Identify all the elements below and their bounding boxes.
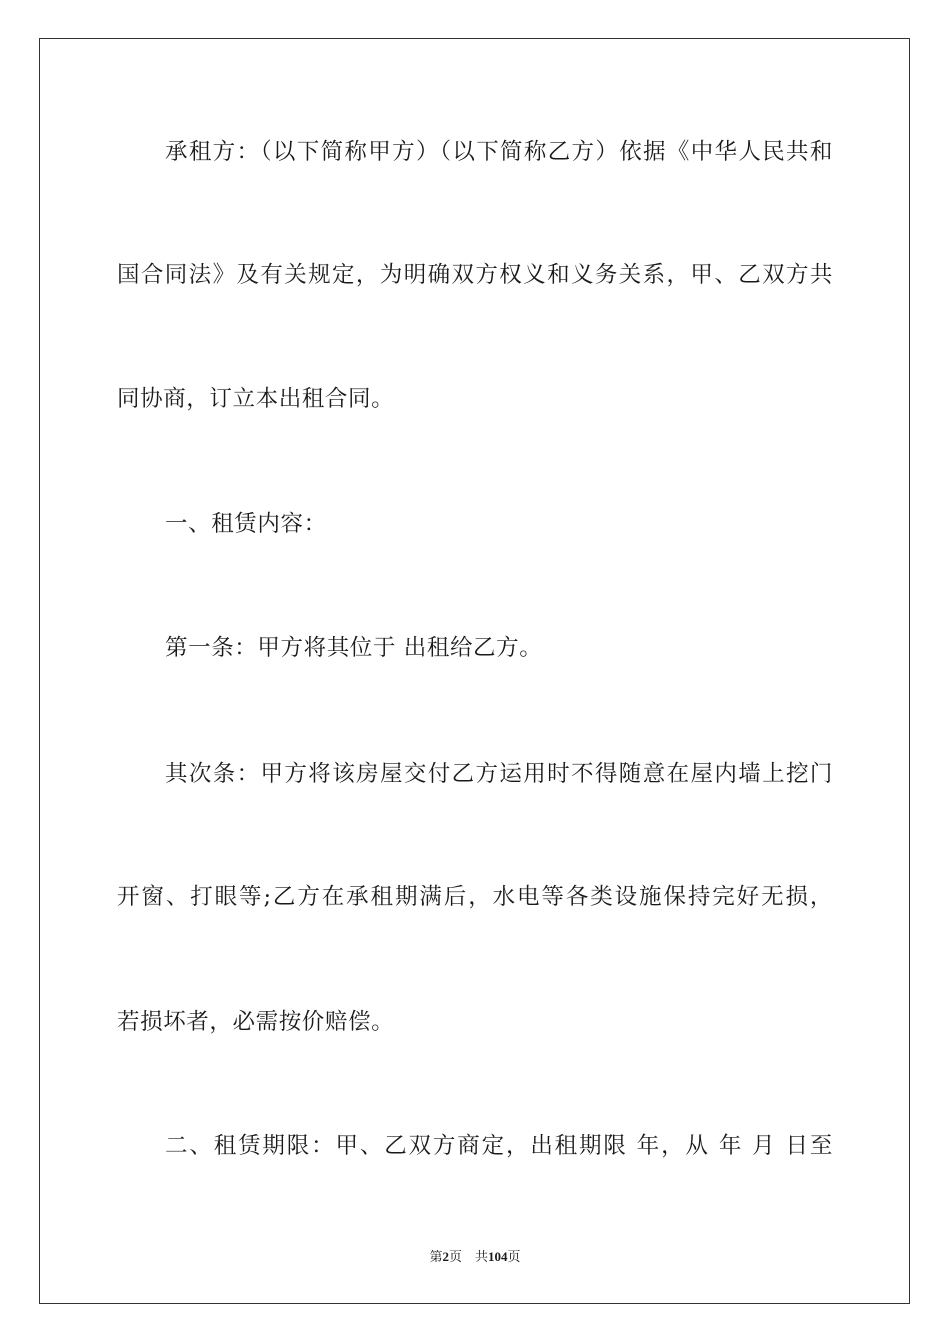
paragraph-line: 开窗、打眼等;乙方在承租期满后，水电等各类设施保持完好无损， xyxy=(117,884,833,910)
section-heading: 一、租赁内容： xyxy=(165,511,327,537)
total-page-count: 104 xyxy=(488,1249,508,1264)
footer-mid: 页 共 xyxy=(448,1249,488,1264)
paragraph-line: 同协商，订立本出租合同。 xyxy=(117,386,395,412)
footer-suffix: 页 xyxy=(507,1249,521,1264)
paragraph-line: 其次条：甲方将该房屋交付乙方运用时不得随意在屋内墙上挖门 xyxy=(165,761,833,787)
current-page-number: 2 xyxy=(442,1249,449,1264)
page-number-footer xyxy=(0,1246,950,1265)
page-border xyxy=(39,38,910,1304)
section-heading: 二、租赁期限：甲、乙双方商定，出租期限 年，从 年 月 日至 xyxy=(165,1133,833,1159)
paragraph-line: 若损坏者，必需按价赔偿。 xyxy=(117,1009,395,1035)
footer-prefix: 第 xyxy=(429,1249,443,1264)
paragraph-line: 承租方：（以下简称甲方）（以下简称乙方）依据《中华人民共和 xyxy=(165,139,833,165)
paragraph-line: 第一条：甲方将其位于 出租给乙方。 xyxy=(165,635,543,661)
paragraph-line: 国合同法》及有关规定，为明确双方权义和义务关系，甲、乙双方共 xyxy=(117,262,833,288)
